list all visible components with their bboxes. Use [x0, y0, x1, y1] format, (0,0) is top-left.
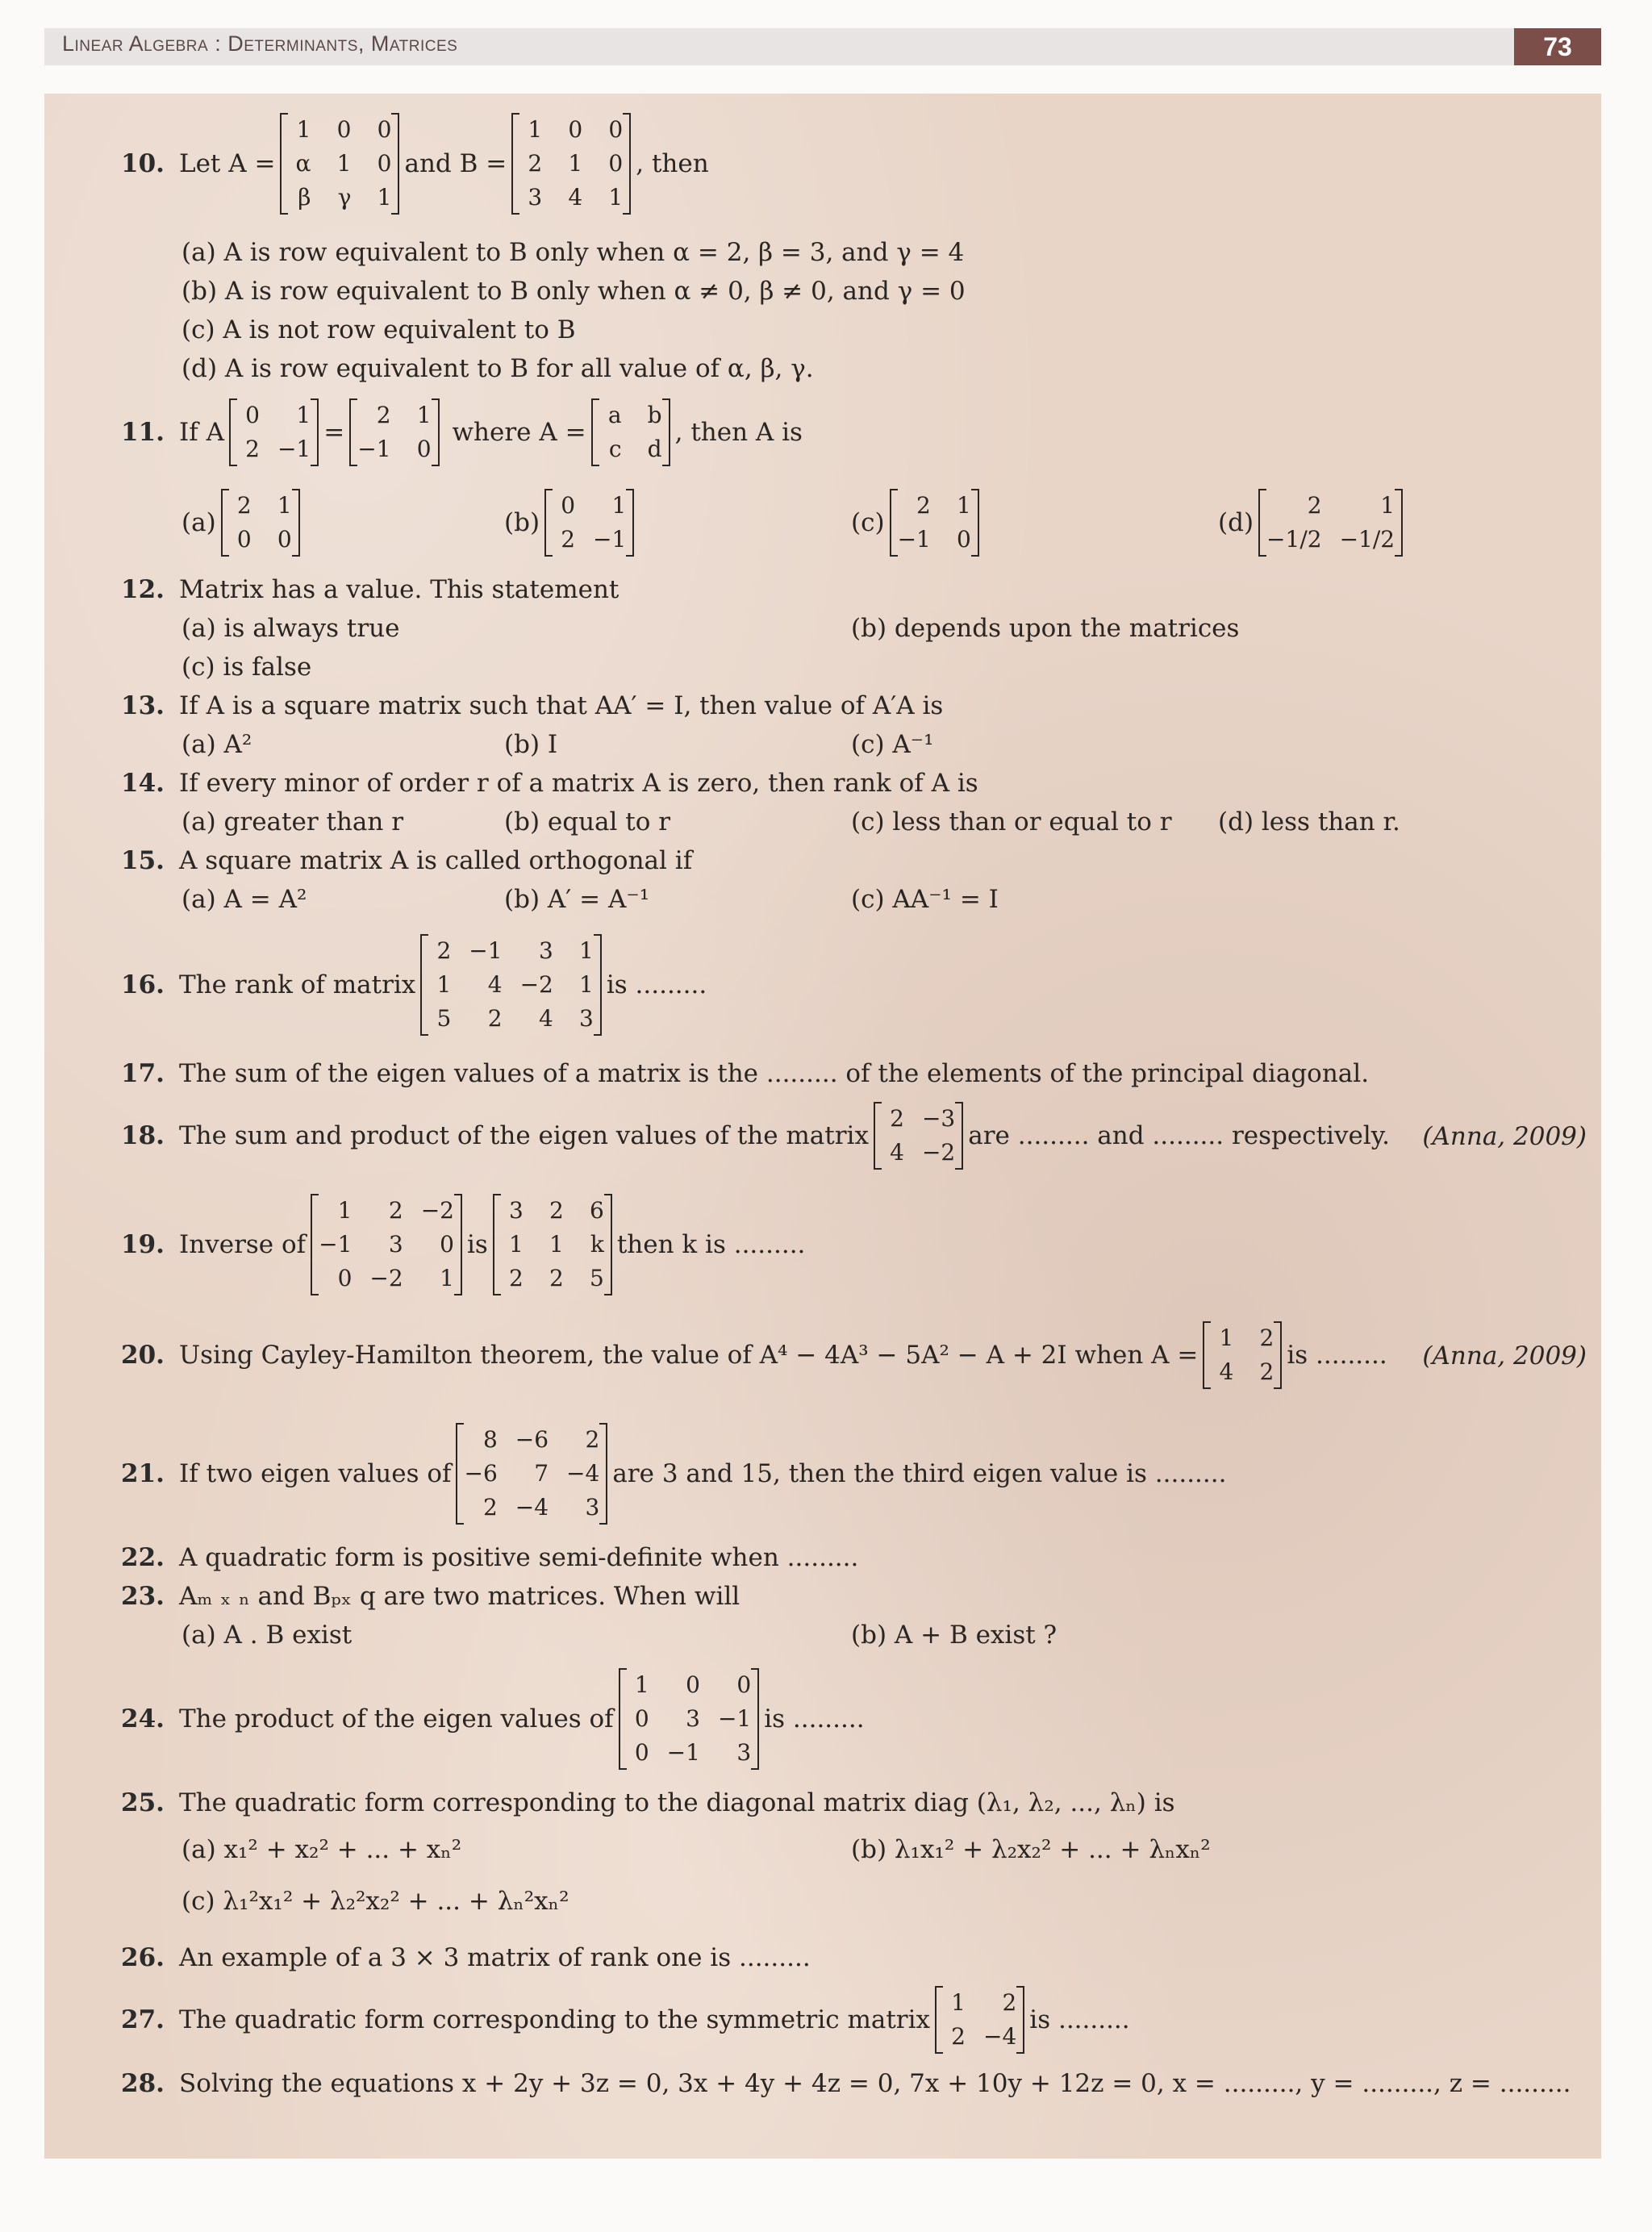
question-22	[121, 1542, 858, 1573]
option-a: (a) A = A²	[181, 885, 307, 914]
matrix-cell: −6	[515, 1426, 549, 1453]
matrix-cell: 1	[608, 184, 624, 211]
matrix-cell: 0	[277, 526, 292, 553]
matrix-cell: 4	[1219, 1358, 1234, 1385]
matrix	[349, 398, 439, 466]
question-12	[121, 574, 619, 605]
question-number: 11.	[121, 418, 165, 447]
option-a: (a) A . B exist	[181, 1621, 353, 1650]
question-text: The rank of matrix	[179, 970, 416, 999]
question-text: Solving the equations x + 2y + 3z = 0, 3x + 4y + 4z = 0, 7x + 10y + 12z = 0, x = ........., y = ........., z = .........	[179, 2069, 1571, 2098]
question-text: An example of a 3 × 3 matrix of rank one is .........	[179, 1943, 811, 1972]
matrix-cell: 1	[296, 402, 311, 428]
question-text: Let A =	[179, 149, 276, 178]
question-number: 13.	[121, 691, 165, 720]
matrix-cell: 6	[589, 1197, 604, 1224]
matrix-cell: 3	[528, 184, 543, 211]
question-28	[121, 2068, 1571, 2099]
question-text: are ......... and ......... respectively.	[968, 1121, 1390, 1150]
page-number: 73	[1514, 28, 1601, 65]
question-panel	[44, 94, 1601, 2159]
question-number: 18.	[121, 1121, 165, 1150]
matrix-cell: 0	[608, 116, 624, 143]
matrix-cell: −1	[277, 436, 311, 462]
matrix-cell: 0	[957, 526, 971, 553]
matrix-cell: 2	[482, 1494, 498, 1521]
question-text: A quadratic form is positive semi-definite when .........	[179, 1543, 859, 1572]
matrix-cell: 1	[336, 150, 352, 177]
matrix-cell: −1	[469, 937, 503, 964]
question-20	[121, 1321, 1387, 1389]
matrix-cell: −1	[717, 1705, 752, 1732]
matrix-cell: 3	[579, 1005, 594, 1032]
question-number: 14.	[121, 769, 165, 798]
matrix-cell: c	[608, 436, 622, 462]
option-d	[1218, 489, 1408, 557]
question-text: The sum of the eigen values of a matrix is the ......... of the elements of the principal diagonal.	[179, 1059, 1370, 1088]
matrix-cell: γ	[337, 184, 352, 211]
chapter-title: Linear Algebra : Determinants, Matrices	[62, 31, 458, 56]
matrix-cell: 2	[487, 1005, 503, 1032]
question-number: 24.	[121, 1704, 165, 1733]
matrix	[1258, 489, 1403, 557]
matrix	[1203, 1321, 1282, 1389]
question-text: and B =	[404, 149, 507, 178]
option-c: (c) AA⁻¹ = I	[851, 885, 999, 914]
question-23	[121, 1581, 740, 1612]
matrix-cell: −1	[357, 436, 391, 462]
option-b: (b) equal to r	[504, 807, 671, 836]
matrix-cell: −2	[420, 1197, 454, 1224]
matrix	[456, 1423, 607, 1525]
question-text: then k is .........	[616, 1230, 806, 1259]
matrix-cell: 1	[436, 971, 452, 998]
matrix-cell: −2	[519, 971, 553, 998]
option-c: (c) λ₁²x₁² + λ₂²x₂² + ... + λₙ²xₙ²	[181, 1887, 569, 1916]
option-label: (d)	[1218, 508, 1254, 537]
source-reference: (Anna, 2009)	[1422, 1341, 1587, 1370]
matrix-cell: 0	[736, 1671, 752, 1698]
question-13	[121, 690, 943, 721]
matrix-cell: 0	[337, 1265, 353, 1291]
question-17	[121, 1058, 1369, 1089]
matrix-cell: 1	[377, 184, 392, 211]
question-number: 25.	[121, 1788, 165, 1817]
matrix	[591, 398, 670, 466]
question-text: Inverse of	[179, 1230, 307, 1259]
question-26	[121, 1942, 811, 1973]
question-number: 16.	[121, 970, 165, 999]
question-text: A square matrix A is called orthogonal if	[179, 846, 693, 875]
matrix-cell: 3	[539, 937, 553, 964]
matrix-cell: 0	[440, 1231, 454, 1258]
matrix-cell: 2	[376, 402, 391, 428]
matrix-cell: 1	[951, 1989, 966, 2016]
question-text: If every minor of order r of a matrix A is zero, then rank of A is	[179, 769, 978, 798]
matrix-cell: 3	[736, 1739, 752, 1766]
option-a: (a) A²	[181, 730, 252, 759]
matrix-cell: 2	[585, 1426, 600, 1453]
matrix-cell: 2	[528, 150, 543, 177]
option-c: (c) A is not row equivalent to B	[181, 315, 576, 344]
matrix-cell: 1	[277, 492, 292, 519]
question-10	[121, 113, 709, 215]
matrix-cell: 1	[957, 492, 971, 519]
question-11	[121, 398, 803, 466]
matrix-cell: 5	[436, 1005, 452, 1032]
matrix-cell: 1	[579, 971, 594, 998]
matrix	[229, 398, 319, 466]
matrix-cell: 2	[916, 492, 931, 519]
option-b: (b) λ₁x₁² + λ₂x₂² + ... + λₙxₙ²	[851, 1835, 1211, 1864]
matrix-a	[280, 113, 399, 215]
matrix	[619, 1668, 760, 1770]
matrix-cell: 3	[388, 1231, 403, 1258]
matrix-cell: 3	[686, 1705, 700, 1732]
matrix-cell: d	[647, 436, 662, 462]
option-b: (b) depends upon the matrices	[851, 614, 1240, 643]
matrix-cell: −1/2	[1339, 526, 1395, 553]
matrix	[420, 934, 602, 1036]
matrix-cell: 2	[890, 1105, 904, 1132]
matrix-cell: −1	[897, 526, 931, 553]
matrix-cell: 3	[508, 1197, 524, 1224]
matrix-cell: 1	[634, 1671, 649, 1698]
matrix-cell: a	[607, 402, 622, 428]
source-reference: (Anna, 2009)	[1422, 1122, 1587, 1151]
question-text: is .........	[1287, 1341, 1387, 1370]
question-text: The sum and product of the eigen values of the matrix	[179, 1121, 869, 1150]
matrix-cell: 0	[686, 1671, 700, 1698]
matrix-cell: 0	[236, 526, 252, 553]
question-number: 27.	[121, 2005, 165, 2034]
matrix-cell: 1	[528, 116, 543, 143]
matrix-cell: 4	[539, 1005, 553, 1032]
question-21	[121, 1423, 1226, 1525]
question-text: where A =	[452, 418, 586, 447]
matrix-cell: b	[647, 402, 662, 428]
matrix-cell: −4	[566, 1460, 600, 1487]
question-number: 10.	[121, 149, 165, 178]
matrix-cell: 1	[579, 937, 594, 964]
matrix-cell: 2	[1002, 1989, 1017, 2016]
question-number: 12.	[121, 575, 165, 604]
matrix-cell: 4	[487, 971, 503, 998]
question-text: is .........	[764, 1704, 865, 1733]
matrix-cell: 0	[377, 116, 392, 143]
option-label: (c)	[851, 508, 885, 537]
question-text: , then A is	[674, 418, 803, 447]
option-b	[504, 489, 639, 557]
matrix-cell: 2	[549, 1265, 564, 1291]
option-d: (d) A is row equivalent to B for all value of α, β, γ.	[181, 354, 814, 383]
question-19	[121, 1194, 805, 1295]
matrix-cell: β	[298, 184, 311, 211]
matrix-cell: 2	[1307, 492, 1322, 519]
matrix-cell: 0	[608, 150, 624, 177]
matrix-cell: 1	[1380, 492, 1395, 519]
matrix-cell: −6	[464, 1460, 498, 1487]
question-number: 21.	[121, 1459, 165, 1488]
question-number: 20.	[121, 1341, 165, 1370]
option-a: (a) is always true	[181, 614, 400, 643]
matrix-cell: 7	[534, 1460, 549, 1487]
matrix-cell: 2	[436, 937, 452, 964]
matrix-cell: 1	[337, 1197, 353, 1224]
matrix-cell: −3	[921, 1105, 956, 1132]
option-a: (a) greater than r	[181, 807, 404, 836]
matrix-cell: 2	[236, 492, 252, 519]
question-number: 15.	[121, 846, 165, 875]
question-number: 22.	[121, 1543, 165, 1572]
equals-sign: =	[323, 418, 345, 447]
question-number: 28.	[121, 2069, 165, 2098]
matrix-cell: 1	[296, 116, 311, 143]
matrix-cell: −4	[515, 1494, 549, 1521]
option-b: (b) A is row equivalent to B only when α ≠ 0, β ≠ 0, and γ = 0	[181, 277, 966, 306]
option-label: (a)	[181, 508, 216, 537]
matrix-cell: 5	[589, 1265, 604, 1291]
matrix	[544, 489, 634, 557]
matrix-cell: 1	[549, 1231, 564, 1258]
question-text: is .........	[1029, 2005, 1130, 2034]
matrix-cell: 0	[634, 1739, 649, 1766]
matrix-cell: 0	[634, 1705, 649, 1732]
question-16	[121, 934, 707, 1036]
question-text: Matrix has a value. This statement	[179, 575, 620, 604]
matrix-cell: 2	[951, 2023, 966, 2050]
matrix-cell: −1	[319, 1231, 353, 1258]
option-c: (c) A⁻¹	[851, 730, 934, 759]
question-text: The product of the eigen values of	[179, 1704, 614, 1733]
question-text: Using Cayley-Hamilton theorem, the value of A⁴ − 4A³ − 5A² − A + 2I when A =	[179, 1341, 1199, 1370]
option-c: (c) is false	[181, 653, 312, 682]
question-text: The quadratic form corresponding to the diagonal matrix diag (λ₁, λ₂, ..., λₙ) is	[179, 1788, 1175, 1817]
matrix	[493, 1194, 612, 1295]
matrix-cell: 2	[388, 1197, 403, 1224]
question-text: are 3 and 15, then the third eigen value is .........	[612, 1459, 1227, 1488]
question-text: , then	[636, 149, 709, 178]
matrix	[890, 489, 979, 557]
matrix-cell: −1/2	[1266, 526, 1322, 553]
matrix	[874, 1102, 963, 1170]
question-text: Aₘ ₓ ₙ and Bₚₓ q are two matrices. When will	[179, 1582, 740, 1611]
question-27	[121, 1986, 1130, 2054]
matrix-cell: 1	[1219, 1325, 1234, 1351]
running-header	[44, 28, 1601, 65]
question-number: 19.	[121, 1230, 165, 1259]
question-text: is	[466, 1230, 488, 1259]
question-text: If A is a square matrix such that AA′ = I, then value of A′A is	[179, 691, 944, 720]
matrix-cell: −1	[593, 526, 627, 553]
matrix-cell: 2	[245, 436, 260, 462]
matrix-cell: α	[295, 150, 311, 177]
option-a: (a) A is row equivalent to B only when α = 2, β = 3, and γ = 4	[181, 238, 965, 267]
option-label: (b)	[504, 508, 540, 537]
question-25	[121, 1788, 1175, 1818]
option-b: (b) A + B exist ?	[851, 1621, 1058, 1650]
matrix-cell: 2	[549, 1197, 564, 1224]
question-number: 17.	[121, 1059, 165, 1088]
matrix-cell: 0	[416, 436, 432, 462]
question-18	[121, 1102, 1390, 1170]
matrix	[311, 1194, 462, 1295]
question-text: If two eigen values of	[179, 1459, 452, 1488]
option-c: (c) less than or equal to r	[851, 807, 1172, 836]
matrix-cell: −1	[666, 1739, 700, 1766]
question-number: 26.	[121, 1943, 165, 1972]
matrix-b	[511, 113, 631, 215]
matrix-cell: 8	[482, 1426, 498, 1453]
matrix-cell: 1	[440, 1265, 454, 1291]
matrix-cell: 2	[508, 1265, 524, 1291]
question-24	[121, 1668, 865, 1770]
matrix-cell: −2	[921, 1139, 956, 1166]
matrix-cell: 0	[377, 150, 392, 177]
option-b: (b) A′ = A⁻¹	[504, 885, 650, 914]
matrix-cell: 2	[561, 526, 576, 553]
matrix-cell: −4	[983, 2023, 1017, 2050]
matrix-cell: 0	[561, 492, 576, 519]
question-14	[121, 768, 978, 799]
question-text: is .........	[606, 970, 707, 999]
matrix-cell: k	[590, 1231, 604, 1258]
option-c	[851, 489, 984, 557]
matrix-cell: 1	[568, 150, 583, 177]
matrix-cell: 2	[1259, 1358, 1274, 1385]
option-a: (a) x₁² + x₂² + ... + xₙ²	[181, 1835, 462, 1864]
question-number: 23.	[121, 1582, 165, 1611]
matrix-cell: 3	[585, 1494, 600, 1521]
question-text: The quadratic form corresponding to the symmetric matrix	[179, 2005, 930, 2034]
matrix-cell: 1	[416, 402, 432, 428]
question-text: If A	[179, 418, 224, 447]
matrix-cell: −2	[369, 1265, 403, 1291]
question-15	[121, 845, 692, 876]
option-a	[181, 489, 305, 557]
matrix-cell: 1	[508, 1231, 524, 1258]
matrix-cell: 4	[890, 1139, 904, 1166]
matrix-cell: 0	[568, 116, 583, 143]
matrix-cell: 0	[336, 116, 352, 143]
option-b: (b) I	[504, 730, 558, 759]
matrix	[935, 1986, 1024, 2054]
matrix-cell: 1	[611, 492, 627, 519]
matrix-cell: 2	[1259, 1325, 1274, 1351]
matrix-cell: 4	[568, 184, 583, 211]
matrix-cell: 0	[245, 402, 260, 428]
option-d: (d) less than r.	[1218, 807, 1400, 836]
matrix	[221, 489, 300, 557]
